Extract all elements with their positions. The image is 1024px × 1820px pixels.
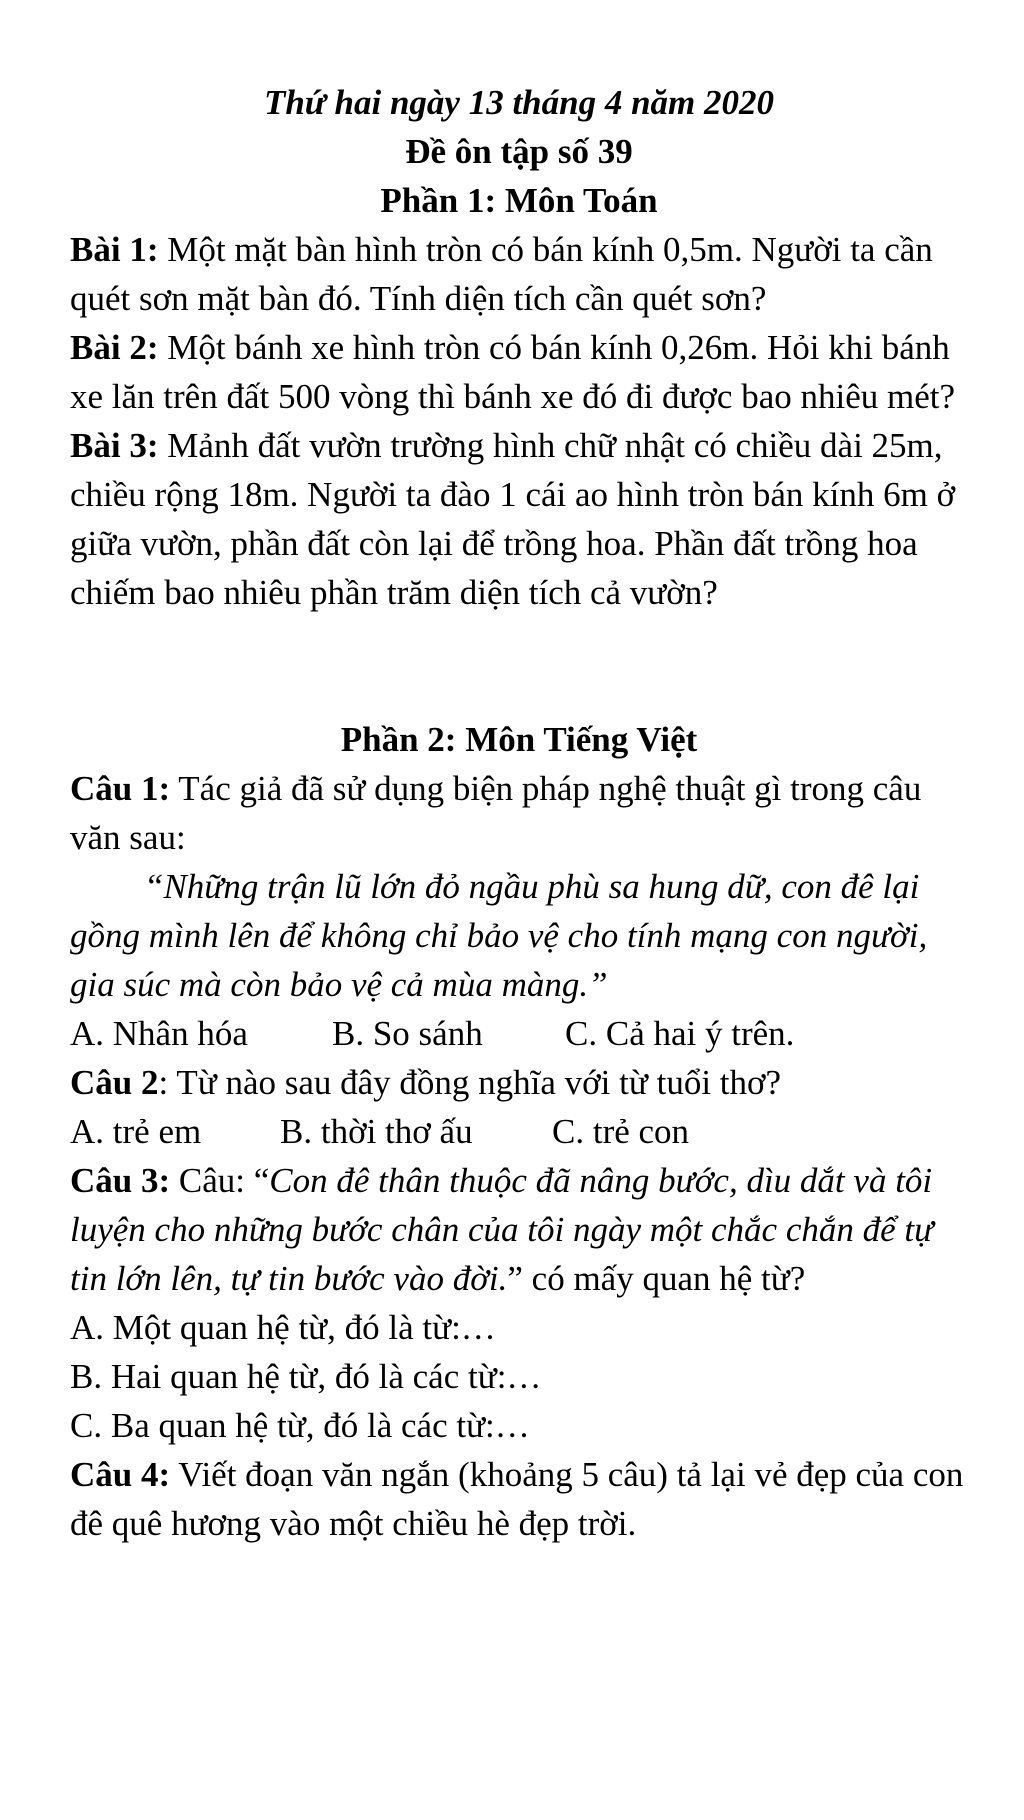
option-b: B. thời thơ ấu [280, 1112, 473, 1151]
question-label: Câu 4: [70, 1455, 171, 1494]
question-2 [70, 1058, 968, 1107]
section-spacer [70, 617, 968, 715]
question-2-options [70, 1107, 968, 1156]
question-4 [70, 1450, 968, 1548]
option-c: C. Cả hai ý trên. [565, 1014, 795, 1053]
math-exercise-1 [70, 225, 968, 323]
part1-title: Phần 1: Môn Toán [380, 181, 658, 220]
question-3 [70, 1156, 968, 1303]
question-text: Câu: “ [170, 1161, 270, 1200]
exam-title: Đề ôn tập số 39 [405, 132, 633, 171]
part2-title: Phần 2: Môn Tiếng Việt [340, 720, 698, 759]
exercise-label: Bài 3: [70, 426, 159, 465]
question-text: : Từ nào sau đây đồng nghĩa với từ tuổi thơ? [158, 1063, 782, 1102]
question-1 [70, 764, 968, 862]
question-label: Câu 2 [70, 1063, 159, 1102]
option-a: A. trẻ em [70, 1112, 202, 1151]
exercise-text: Một mặt bàn hình tròn có bán kính 0,5m. Người ta cần quét sơn mặt bàn đó. Tính diện tích cần quét sơn? [70, 230, 933, 318]
option-c: C. trẻ con [552, 1112, 690, 1151]
exercise-text: Mảnh đất vườn trường hình chữ nhật có chiều dài 25m, chiều rộng 18m. Người ta đào 1 cái ao hình tròn bán kính 6m ở giữa vườn, phần đất còn lại để trồng hoa. Phần đất trồng hoa chiếm bao nhiêu phần trăm diện tích cả vườn? [70, 426, 956, 612]
math-exercise-2 [70, 323, 968, 421]
question-1-options [70, 1009, 968, 1058]
exercise-text: Một bánh xe hình tròn có bán kính 0,26m. Hỏi khi bánh xe lăn trên đất 500 vòng thì bánh xe đó đi được bao nhiêu mét? [70, 328, 956, 416]
option-a: A. Một quan hệ từ, đó là từ:… [70, 1308, 496, 1347]
question-text-end: ” có mấy quan hệ từ? [507, 1259, 806, 1298]
math-exercise-3 [70, 421, 968, 617]
question-label: Câu 3: [70, 1161, 171, 1200]
question-1-quote: “Những trận lũ lớn đỏ ngầu phù sa hung dữ, con đê lại gồng mình lên để không chỉ bảo vệ cho tính mạng con người, gia súc mà còn bảo vệ cả mùa màng.” [70, 867, 928, 1004]
question-3-quote: Con đê thân thuộc đã nâng bước, dìu dắt và tôi luyện cho những bước chân của tôi ngày một chắc chắn để tự tin lớn lên, tự tin bước vào đời. [70, 1161, 934, 1298]
option-a: A. Nhân hóa [70, 1014, 248, 1053]
question-label: Câu 1: [70, 769, 171, 808]
exercise-label: Bài 2: [70, 328, 159, 367]
question-text: Viết đoạn văn ngắn (khoảng 5 câu) tả lại vẻ đẹp của con đê quê hương vào một chiều hè đẹp trời. [70, 1455, 964, 1543]
question-text: Tác giả đã sử dụng biện pháp nghệ thuật gì trong câu văn sau: [70, 769, 922, 857]
option-b: B. Hai quan hệ từ, đó là các từ:… [70, 1357, 542, 1396]
option-c: C. Ba quan hệ từ, đó là các từ:… [70, 1406, 530, 1445]
option-b: B. So sánh [332, 1014, 483, 1053]
date-line: Thứ hai ngày 13 tháng 4 năm 2020 [263, 83, 775, 122]
exercise-label: Bài 1: [70, 230, 159, 269]
